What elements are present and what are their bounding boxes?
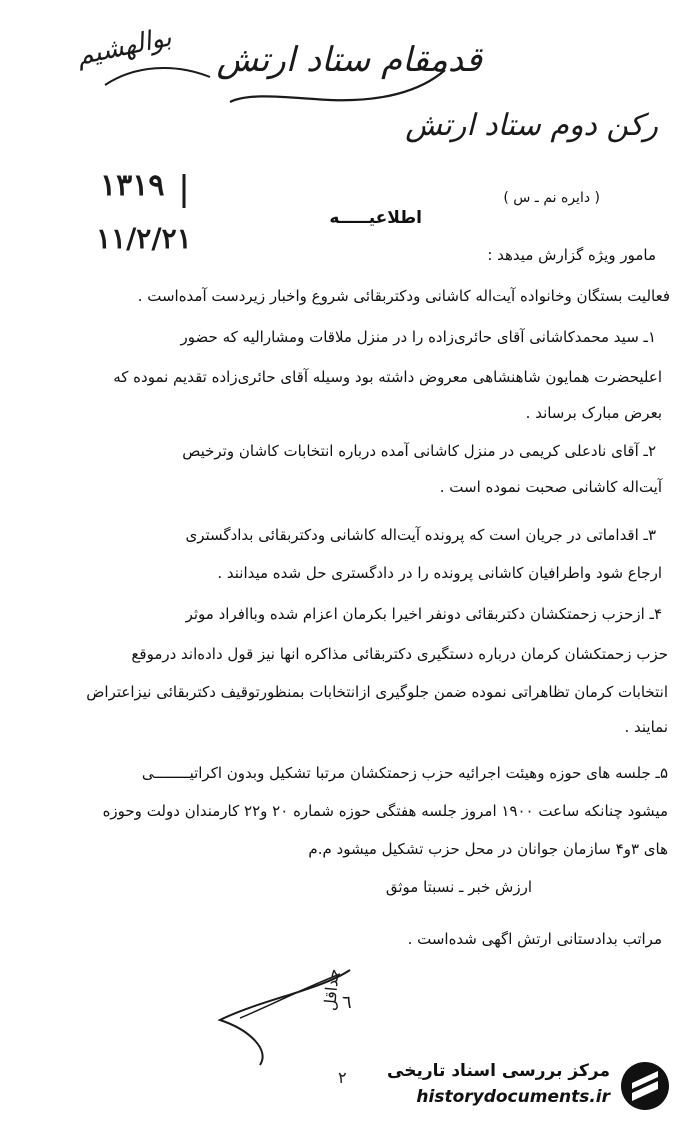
item5-line3: های ۳و۴ سازمان جوانان در محل حزب تشکیل میشود م.م [308, 840, 668, 858]
closing-line: مراتب بدادستانی ارتش اگهی شده‌است . [407, 930, 662, 948]
item5-line1: ۵ـ جلسه های حوزه وهیئت اجرائیه حزب زحمتکشان مرتبا تشکیل وبدون اکراتیــــــــی [141, 764, 668, 782]
registration-number: ۱۳۱۹ [100, 168, 165, 203]
handwritten-initials: بوالهشیم [73, 22, 175, 72]
archive-name: مرکز بررسی اسناد تاریخی [387, 1061, 610, 1081]
item3-line2: ارجاع شود واطرافیان کاشانی پرونده را در دادگستری حل شده میدانند . [217, 564, 662, 582]
department-label: ( دایره نم ـ س ) [503, 190, 600, 206]
registration-number-bracket [180, 172, 200, 212]
item4-line1: ۴ـ ازحزب زحمتکشان دکتربقائی دونفر اخیرا بکرمان اعزام شده وباافراد موثر [185, 605, 662, 623]
handwritten-underline-squiggle [220, 62, 450, 112]
item5-line2: میشود چنانکه ساعت ۱۹۰۰ امروز جلسه هفتگی حوزه شماره ۲۰ و۲۲ کارمندان دولت وحوزه [102, 802, 668, 820]
archive-url: historydocuments.ir [416, 1087, 610, 1107]
item4-line4: نمایند . [624, 718, 668, 736]
archive-logo-icon [618, 1059, 672, 1113]
margin-note: حداقل [320, 967, 343, 1012]
document-title: اطلاعیـــــه [329, 208, 422, 228]
handwritten-recipient-line2: رکن دوم ستاد ارتش [405, 108, 658, 143]
item1-line2: اعلیحضرت همایون شاهنشاهی معروض داشته بود وسیله آقای حائری‌زاده تقدیم نموده که [113, 368, 662, 386]
news-evaluation: ارزش خبر ـ نسبتا موثق [385, 878, 532, 896]
handwritten-stroke-topleft [95, 55, 215, 95]
registration-date: ۱۱/۲/۲۱ [96, 222, 192, 255]
item4-line3: انتخابات کرمان تظاهراتی نموده ضمن جلوگیری ازانتخابات بمنظورتوقیف دکتربقائی نیزاعتراض [86, 683, 668, 701]
item3-line1: ۳ـ اقداماتی در جریان است که پرونده آیت‌اله کاشانی ودکتربقائی بدادگستری [185, 526, 656, 544]
item1-line1: ۱ـ سید محمدکاشانی آقای حائری‌زاده را در منزل ملاقات ومشارالیه که حضور [180, 328, 656, 346]
summary-line: فعالیت بستگان وخانواده آیت‌اله کاشانی ودکتربقائی شروع واخبار زیردست آمده‌است . [137, 287, 670, 305]
archive-watermark [387, 1055, 678, 1117]
item2-line2: آیت‌اله کاشانی صحبت نموده است . [439, 478, 662, 496]
handwritten-recipient-line1: قدمقام ستاد ارتش [216, 40, 482, 80]
margin-mark-6: ٦ [342, 992, 352, 1013]
item1-line3: بعرض مبارک برساند . [525, 404, 662, 422]
intro-line: مامور ویژه گزارش میدهد : [487, 246, 656, 264]
margin-mark-bottom: ٢ [338, 1068, 347, 1087]
item4-line2: حزب زحمتکشان کرمان درباره دستگیری دکتربقائی مذاکره انها نیز قول داده‌اند درموقع [131, 645, 668, 663]
item2-line1: ۲ـ آقای نادعلی کریمی در منزل کاشانی آمده درباره انتخابات کاشان وترخیص [182, 442, 656, 460]
